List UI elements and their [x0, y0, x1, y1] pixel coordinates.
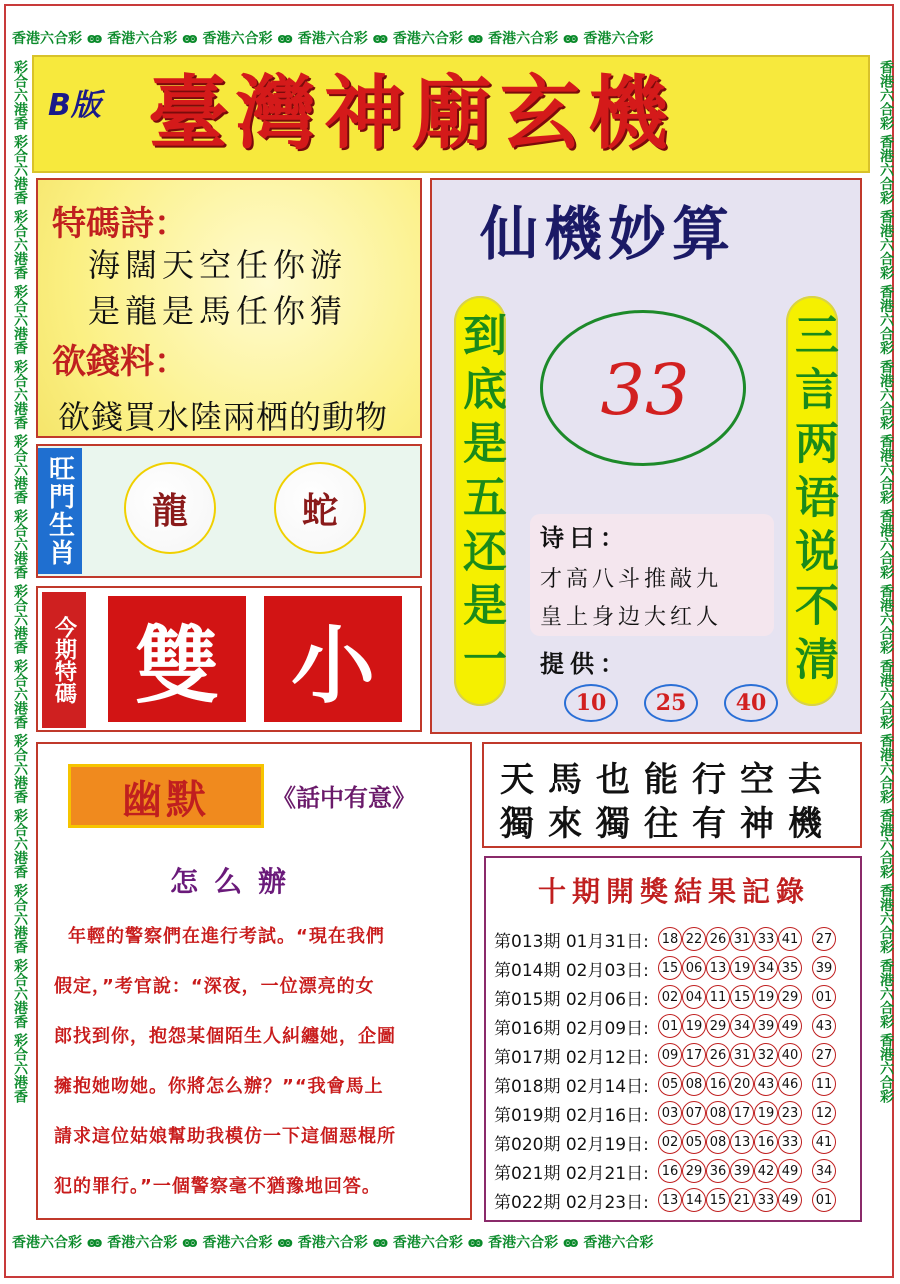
- provide-number-2: 25: [644, 684, 698, 722]
- result-ball: 19: [754, 985, 778, 1009]
- result-ball: 08: [706, 1130, 730, 1154]
- result-special-ball: 12: [812, 1101, 836, 1125]
- special-value-1: 雙: [108, 596, 246, 722]
- poem-label: 特碼詩：: [52, 204, 188, 244]
- result-row-label: 第016期 02月09日:: [494, 1018, 649, 1039]
- money-text: 欲錢買水陸兩栖的動物: [58, 398, 389, 436]
- result-special-ball: 34: [812, 1159, 836, 1183]
- result-ball: 31: [730, 1043, 754, 1067]
- verse-line-2: 獨來獨往有神機: [500, 804, 836, 844]
- verse-line-1: 天馬也能行空去: [500, 760, 836, 800]
- joke-line-1: 年輕的警察們在進行考試。“現在我們: [68, 926, 385, 947]
- provide-number-3: 40: [724, 684, 778, 722]
- result-ball: 36: [706, 1159, 730, 1183]
- result-ball: 26: [706, 927, 730, 951]
- border-top-text: 香港六合彩 ꙭ 香港六合彩 ꙭ 香港六合彩 ꙭ 香港六合彩 ꙭ 香港六合彩 ꙭ 香港六合彩 ꙭ 香港六合彩: [12, 31, 654, 47]
- result-row: [494, 1185, 860, 1215]
- result-ball: 19: [754, 1101, 778, 1125]
- result-row-label: 第022期 02月23日:: [494, 1192, 649, 1213]
- joke-line-4: 擁抱她吻她。你將怎么辦？”“我會馬上: [54, 1076, 384, 1097]
- zodiac-snake: 蛇: [274, 462, 366, 554]
- special-tag: 今期特碼: [42, 592, 86, 728]
- result-ball: 42: [754, 1159, 778, 1183]
- result-ball: 15: [730, 985, 754, 1009]
- joke-line-5: 請求這位姑娘幫助我模仿一下這個惡棍所: [54, 1126, 396, 1147]
- result-ball: 15: [706, 1188, 730, 1212]
- result-ball: 19: [682, 1014, 706, 1038]
- shi-line-1: 才高八斗推敲九: [540, 567, 723, 592]
- result-ball: 41: [778, 927, 802, 951]
- result-ball: 40: [778, 1043, 802, 1067]
- result-special-ball: 43: [812, 1014, 836, 1038]
- result-ball: 33: [754, 927, 778, 951]
- joke-line-3: 郎找到你，抱怨某個陌生人糾纏她，企圖: [54, 1026, 396, 1047]
- result-ball: 33: [754, 1188, 778, 1212]
- result-row: [494, 953, 860, 983]
- result-row: [494, 1069, 860, 1099]
- provide-label: 提供：: [540, 650, 630, 678]
- border-right-text: 香港六合彩 香港六合彩 香港六合彩 香港六合彩 香港六合彩 香港六合彩 香港六合彩 香港六合彩 香港六合彩 香港六合彩 香港六合彩 香港六合彩 香港六合彩 香港六合彩: [878, 60, 894, 1104]
- result-ball: 23: [778, 1101, 802, 1125]
- right-pill: 三言两语说不清: [786, 296, 838, 706]
- result-row-label: 第020期 02月19日:: [494, 1134, 649, 1155]
- result-ball: 17: [682, 1043, 706, 1067]
- result-ball: 15: [658, 956, 682, 980]
- result-ball: 33: [778, 1130, 802, 1154]
- result-ball: 22: [682, 927, 706, 951]
- result-ball: 14: [682, 1188, 706, 1212]
- result-row-label: 第015期 02月06日:: [494, 989, 649, 1010]
- result-special-ball: 11: [812, 1072, 836, 1096]
- result-ball: 19: [730, 956, 754, 980]
- result-ball: 11: [706, 985, 730, 1009]
- result-ball: 39: [754, 1014, 778, 1038]
- joke-line-6: 犯的罪行。”一個警察毫不猶豫地回答。: [54, 1176, 381, 1197]
- result-ball: 16: [754, 1130, 778, 1154]
- result-special-ball: 39: [812, 956, 836, 980]
- zodiac-dragon: 龍: [124, 462, 216, 554]
- result-ball: 39: [730, 1159, 754, 1183]
- circle-number: 33: [600, 349, 690, 431]
- result-special-ball: 41: [812, 1130, 836, 1154]
- result-ball: 43: [754, 1072, 778, 1096]
- border-bottom-text: 香港六合彩 ꙭ 香港六合彩 ꙭ 香港六合彩 ꙭ 香港六合彩 ꙭ 香港六合彩 ꙭ 香港六合彩 ꙭ 香港六合彩: [12, 1235, 654, 1251]
- result-ball: 16: [658, 1159, 682, 1183]
- border-left-text: 彩合六港香 彩合六港香 彩合六港香 彩合六港香 彩合六港香 彩合六港香 彩合六港香 彩合六港香 彩合六港香 彩合六港香 彩合六港香 彩合六港香 彩合六港香 彩合六港香: [12, 60, 28, 1104]
- result-row-label: 第018期 02月14日:: [494, 1076, 649, 1097]
- result-ball: 29: [778, 985, 802, 1009]
- humor-subtitle: 《話中有意》: [272, 783, 416, 812]
- result-ball: 34: [730, 1014, 754, 1038]
- result-ball: 08: [706, 1101, 730, 1125]
- money-label: 欲錢料：: [52, 342, 188, 382]
- result-ball: 13: [730, 1130, 754, 1154]
- shi-line-2: 皇上身边大红人: [540, 605, 723, 630]
- result-ball: 02: [658, 1130, 682, 1154]
- result-ball: 29: [682, 1159, 706, 1183]
- poem-line-1: 海闊天空任你游: [88, 246, 348, 284]
- provide-number-1: 10: [564, 684, 618, 722]
- result-ball: 35: [778, 956, 802, 980]
- result-special-ball: 01: [812, 1188, 836, 1212]
- result-ball: 17: [730, 1101, 754, 1125]
- result-ball: 07: [682, 1101, 706, 1125]
- result-ball: 31: [730, 927, 754, 951]
- edition-label: B版: [48, 88, 101, 123]
- result-ball: 09: [658, 1043, 682, 1067]
- result-ball: 13: [706, 956, 730, 980]
- shi-label: 诗曰：: [540, 524, 630, 552]
- result-ball: 04: [682, 985, 706, 1009]
- result-row: [494, 1040, 860, 1070]
- result-row-label: 第014期 02月03日:: [494, 960, 649, 981]
- xianji-title: 仙機妙算: [480, 200, 737, 268]
- result-row: [494, 1156, 860, 1186]
- result-special-ball: 27: [812, 927, 836, 951]
- result-ball: 49: [778, 1014, 802, 1038]
- special-value-2: 小: [264, 596, 402, 722]
- result-ball: 46: [778, 1072, 802, 1096]
- result-ball: 20: [730, 1072, 754, 1096]
- zodiac-tag: 旺門生肖: [38, 448, 82, 574]
- result-row: [494, 1127, 860, 1157]
- result-row: [494, 1011, 860, 1041]
- result-row-label: 第017期 02月12日:: [494, 1047, 649, 1068]
- result-ball: 02: [658, 985, 682, 1009]
- result-ball: 05: [658, 1072, 682, 1096]
- joke-line-2: 假定，”考官說：“深夜，一位漂亮的女: [54, 976, 375, 997]
- page-title: 臺灣神廟玄機: [148, 66, 676, 160]
- result-ball: 21: [730, 1188, 754, 1212]
- result-ball: 49: [778, 1188, 802, 1212]
- result-row: [494, 982, 860, 1012]
- result-ball: 34: [754, 956, 778, 980]
- poem-line-2: 是龍是馬任你猜: [88, 292, 348, 330]
- result-row-label: 第019期 02月16日:: [494, 1105, 649, 1126]
- humor-tag: 幽默: [68, 764, 264, 828]
- result-ball: 18: [658, 927, 682, 951]
- result-row: [494, 1098, 860, 1128]
- result-row: [494, 924, 860, 954]
- result-ball: 01: [658, 1014, 682, 1038]
- left-pill: 到底是五还是一: [454, 296, 506, 706]
- result-ball: 29: [706, 1014, 730, 1038]
- result-ball: 05: [682, 1130, 706, 1154]
- result-special-ball: 27: [812, 1043, 836, 1067]
- result-ball: 32: [754, 1043, 778, 1067]
- result-ball: 26: [706, 1043, 730, 1067]
- result-ball: 06: [682, 956, 706, 980]
- result-ball: 13: [658, 1188, 682, 1212]
- result-ball: 49: [778, 1159, 802, 1183]
- result-ball: 03: [658, 1101, 682, 1125]
- result-row-label: 第021期 02月21日:: [494, 1163, 649, 1184]
- result-ball: 16: [706, 1072, 730, 1096]
- result-ball: 08: [682, 1072, 706, 1096]
- result-special-ball: 01: [812, 985, 836, 1009]
- result-row-label: 第013期 01月31日:: [494, 931, 649, 952]
- results-title: 十期開獎結果記錄: [537, 875, 810, 908]
- joke-title: 怎么辦: [170, 865, 303, 898]
